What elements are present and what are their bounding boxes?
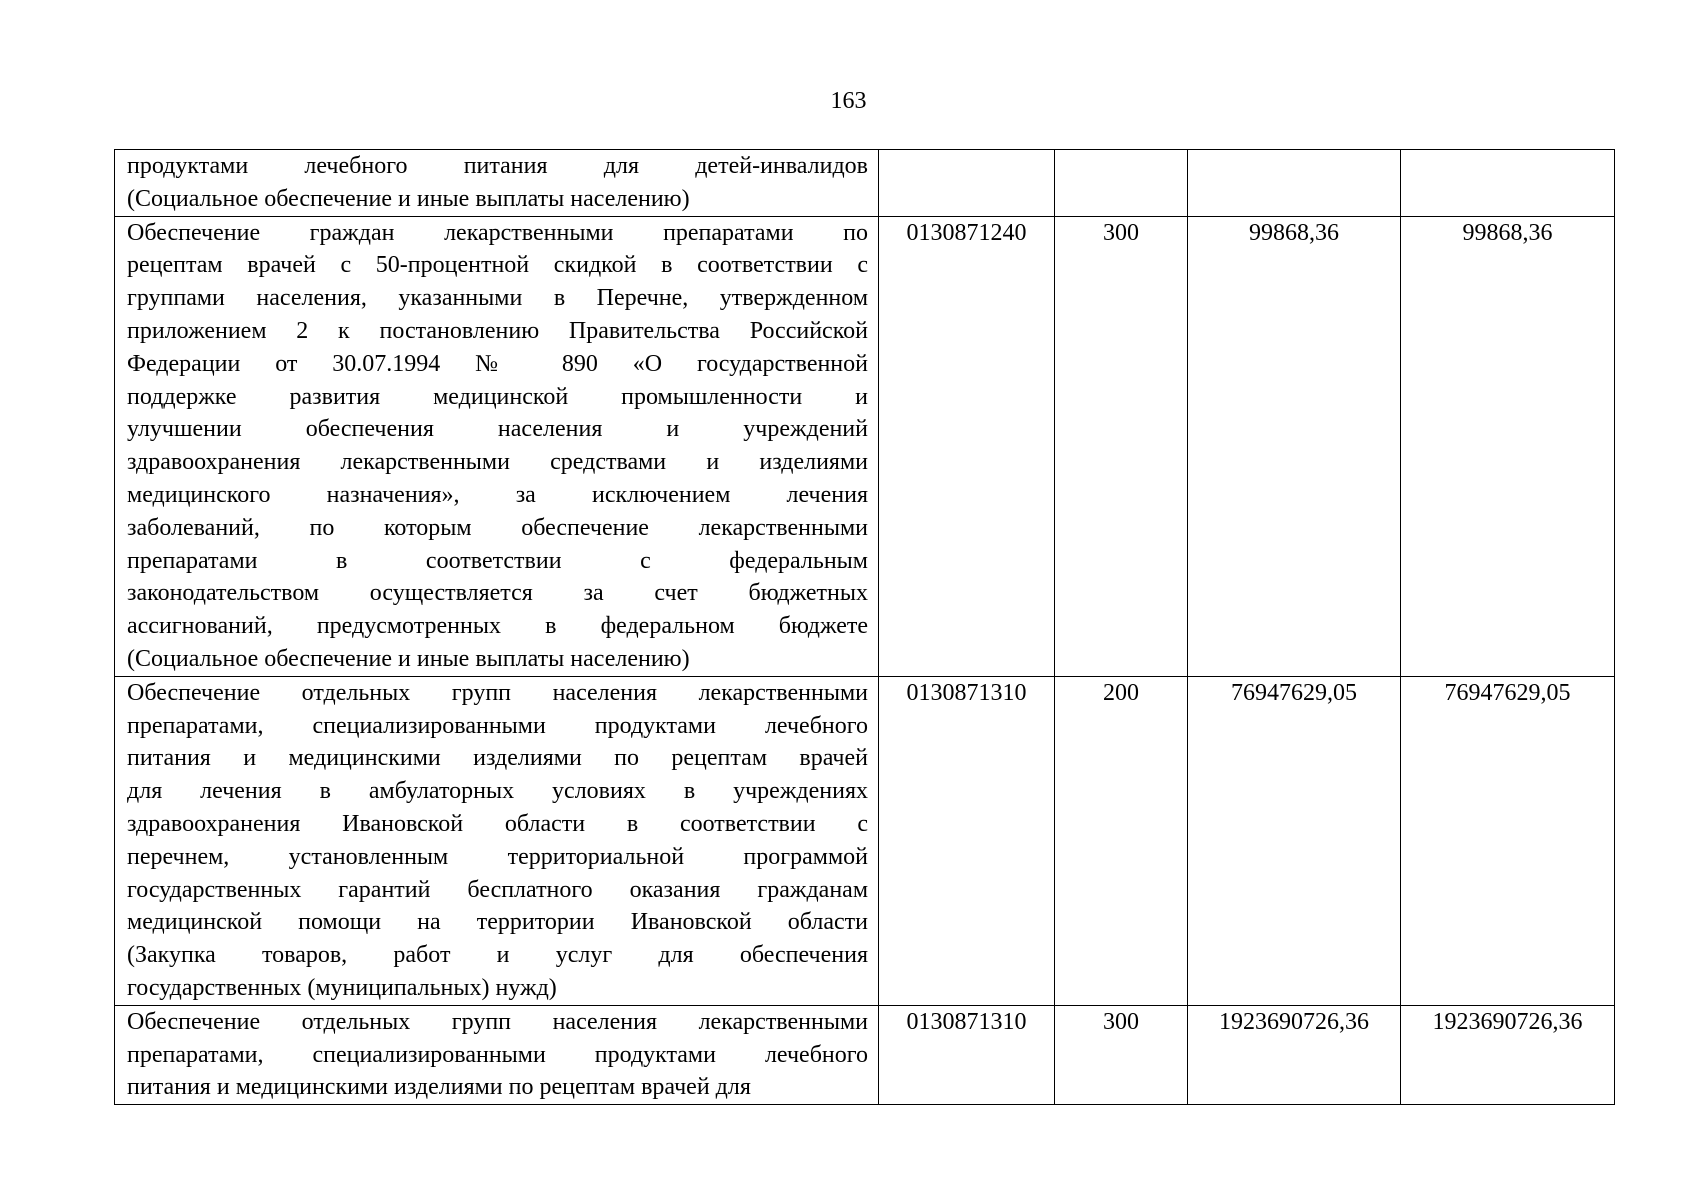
description-line: препаратами, специализированными продуктами лечебного (127, 712, 868, 739)
description-line: препаратами в соответствии с федеральным (127, 547, 868, 574)
description-line: Обеспечение отдельных групп населения лекарственными (127, 679, 868, 706)
target-article-code (879, 150, 1055, 217)
amount-year-2: 76947629,05 (1401, 676, 1615, 1005)
description-line: Федерации от 30.07.1994 № 890 «О государственной (127, 350, 868, 377)
description-line: продуктами лечебного питания для детей-инвалидов (127, 153, 868, 179)
description-line: (Социальное обеспечение и иные выплаты населению) (127, 185, 690, 212)
expense-description (115, 676, 879, 1005)
table-row (115, 216, 1615, 676)
budget-table (114, 149, 1615, 1105)
target-article-code: 0130871310 (879, 1005, 1055, 1104)
description-line: медицинского назначения», за исключением лечения (127, 481, 868, 508)
description-line: Обеспечение граждан лекарственными препаратами по (127, 219, 868, 246)
page-number: 163 (830, 88, 867, 114)
description-line: здравоохранения Ивановской области в соответствии с (127, 810, 868, 837)
description-line: медицинской помощи на территории Ивановской области (127, 909, 868, 936)
description-line: для лечения в амбулаторных условиях в учреждениях (127, 778, 868, 805)
description-line: заболеваний, по которым обеспечение лекарственными (127, 514, 868, 541)
expense-type-code (1055, 150, 1188, 217)
expense-type-code: 200 (1055, 676, 1188, 1005)
table-row (115, 1005, 1615, 1104)
description-line: (Закупка товаров, работ и услуг для обеспечения (127, 942, 868, 969)
amount-year-2: 99868,36 (1401, 216, 1615, 676)
target-article-code: 0130871310 (879, 676, 1055, 1005)
table-row (115, 676, 1615, 1005)
amount-year-1: 76947629,05 (1188, 676, 1401, 1005)
description-line: препаратами, специализированными продуктами лечебного (127, 1041, 868, 1068)
description-line: государственных гарантий бесплатного оказания гражданам (127, 876, 868, 903)
target-article-code: 0130871240 (879, 216, 1055, 676)
description-line: ассигнований, предусмотренных в федеральном бюджете (127, 613, 868, 640)
description-line: Обеспечение отдельных групп населения лекарственными (127, 1008, 868, 1035)
description-line: поддержке развития медицинской промышленности и (127, 383, 868, 410)
description-line: здравоохранения лекарственными средствами и изделиями (127, 449, 868, 476)
expense-type-code: 300 (1055, 216, 1188, 676)
description-line: законодательством осуществляется за счет бюджетных (127, 580, 868, 607)
description-line: питания и медицинскими изделиями по рецептам врачей для (127, 1074, 751, 1101)
amount-year-1: 1923690726,36 (1188, 1005, 1401, 1104)
amount-year-2: 1923690726,36 (1401, 1005, 1615, 1104)
description-line: питания и медицинскими изделиями по рецептам врачей (127, 745, 868, 772)
description-line: государственных (муниципальных) нужд) (127, 974, 557, 1001)
description-line: группами населения, указанными в Перечне, утвержденном (127, 285, 868, 312)
amount-year-1: 99868,36 (1188, 216, 1401, 676)
expense-description (115, 216, 879, 676)
amount-year-1 (1188, 150, 1401, 217)
description-line: приложением 2 к постановлению Правительства Российской (127, 317, 868, 344)
table-row (115, 150, 1615, 217)
expense-description (115, 150, 879, 217)
expense-type-code: 300 (1055, 1005, 1188, 1104)
expense-description (115, 1005, 879, 1104)
description-line: перечнем, установленным территориальной программой (127, 843, 868, 870)
description-line: (Социальное обеспечение и иные выплаты населению) (127, 645, 690, 672)
amount-year-2 (1401, 150, 1615, 217)
description-line: улучшении обеспечения населения и учреждений (127, 416, 868, 443)
description-line: рецептам врачей с 50-процентной скидкой в соответствии с (127, 252, 868, 279)
